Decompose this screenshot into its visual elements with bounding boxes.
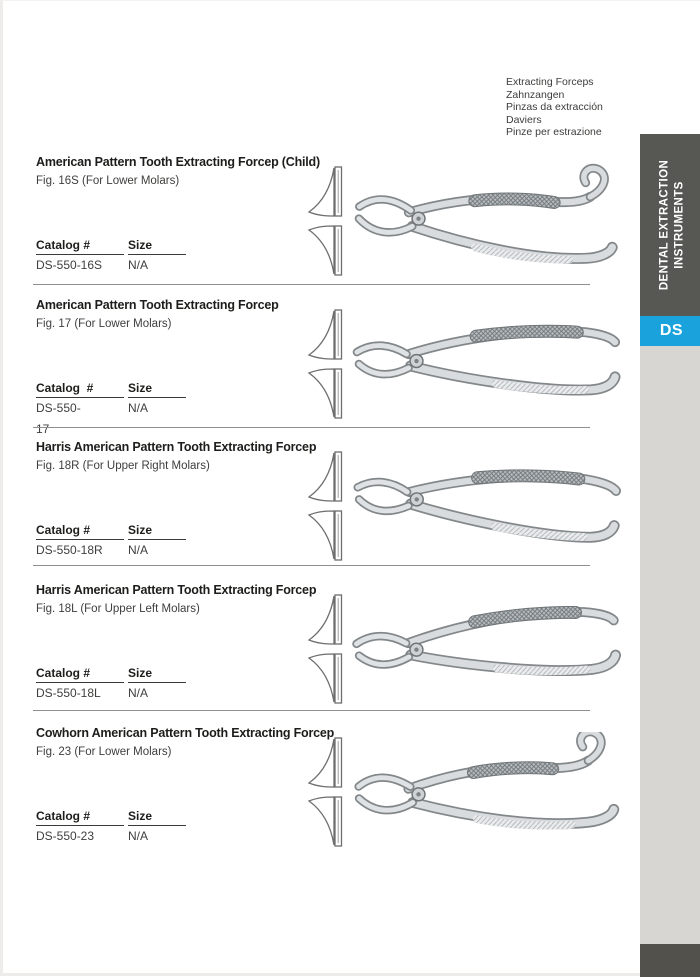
- forceps-photo: [347, 446, 625, 566]
- catalog-header: Catalog #: [36, 381, 124, 398]
- header-language-list: [506, 76, 603, 139]
- beak-profile-drawing: [295, 589, 347, 709]
- sidebar-ds-tab: [640, 316, 700, 346]
- product-figure: Fig. 16S (For Lower Molars): [36, 175, 180, 187]
- product-image-18r: [295, 446, 625, 566]
- catalog-number: DS-550-16S: [36, 258, 103, 272]
- section-divider: [33, 284, 590, 285]
- catalog-number: DS-550-18R: [36, 543, 103, 557]
- product-figure: Fig. 18R (For Upper Right Molars): [36, 460, 210, 472]
- product-table: [36, 666, 186, 700]
- product-table: [36, 238, 186, 272]
- size-header: Size: [128, 523, 186, 540]
- catalog-number: [36, 398, 124, 436]
- catalog-header: Catalog #: [36, 238, 124, 255]
- product-title: American Pattern Tooth Extracting Forcep (Child): [36, 155, 320, 169]
- product-figure: Fig. 23 (For Lower Molars): [36, 746, 172, 758]
- catalog-header: Catalog #: [36, 523, 124, 540]
- forceps-photo: [347, 304, 625, 424]
- sidebar-category-tab: [640, 134, 700, 316]
- size-value: N/A: [128, 401, 149, 415]
- section-divider: [33, 427, 590, 428]
- product-title: Harris American Pattern Tooth Extracting Forcep: [36, 583, 317, 597]
- size-header: Size: [128, 809, 186, 826]
- header-language-es: Pinzas da extracción: [506, 101, 603, 114]
- header-language-en: Extracting Forceps: [506, 76, 594, 88]
- sidebar-footer-block: [640, 944, 700, 977]
- beak-profile-drawing: [295, 446, 347, 566]
- catalog-number-line2: 17: [36, 422, 50, 436]
- size-header: Size: [128, 238, 186, 255]
- beak-profile-drawing: [295, 161, 347, 281]
- beak-profile-drawing: [295, 732, 347, 852]
- product-image-18l: [295, 589, 625, 709]
- catalog-header: Catalog #: [36, 809, 124, 826]
- product-image-23: [295, 732, 625, 852]
- product-image-17: [295, 304, 625, 424]
- forceps-photo: [347, 732, 625, 852]
- forceps-photo: [347, 589, 625, 709]
- catalog-number: DS-550-23: [36, 829, 95, 843]
- product-title: American Pattern Tooth Extracting Forcep: [36, 298, 279, 312]
- size-value: N/A: [128, 258, 149, 272]
- product-figure: Fig. 17 (For Lower Molars): [36, 318, 172, 330]
- size-value: N/A: [128, 829, 149, 843]
- size-value: N/A: [128, 686, 149, 700]
- category-label-line1: DENTAL EXTRACTION: [658, 159, 670, 291]
- catalog-number: DS-550-18L: [36, 686, 101, 700]
- section-divider: [33, 710, 590, 711]
- header-language-de: Zahnzangen: [506, 88, 565, 101]
- size-header: Size: [128, 381, 186, 398]
- catalog-header: Catalog #: [36, 666, 124, 683]
- sidebar-strip: [640, 346, 700, 944]
- beak-profile-drawing: [295, 304, 347, 424]
- section-divider: [33, 565, 590, 566]
- product-table: [36, 809, 186, 843]
- category-label-line2: INSTRUMENTS: [672, 181, 685, 269]
- product-title: Cowhorn American Pattern Tooth Extracting Forcep: [36, 726, 335, 740]
- forceps-photo: [347, 161, 625, 281]
- product-table: [36, 523, 186, 557]
- product-figure: Fig. 18L (For Upper Left Molars): [36, 603, 200, 615]
- size-header: Size: [128, 666, 186, 683]
- size-value: N/A: [128, 543, 149, 557]
- ds-tab-label: DS: [659, 322, 684, 339]
- header-language-fr: Daviers: [506, 113, 542, 126]
- sidebar-category-label: [640, 134, 700, 316]
- header-language-it: Pinze per estrazione: [506, 126, 602, 139]
- product-title: Harris American Pattern Tooth Extracting Forcep: [36, 440, 317, 454]
- product-image-16s: [295, 161, 625, 281]
- catalog-number-line1: DS-550-: [36, 401, 81, 415]
